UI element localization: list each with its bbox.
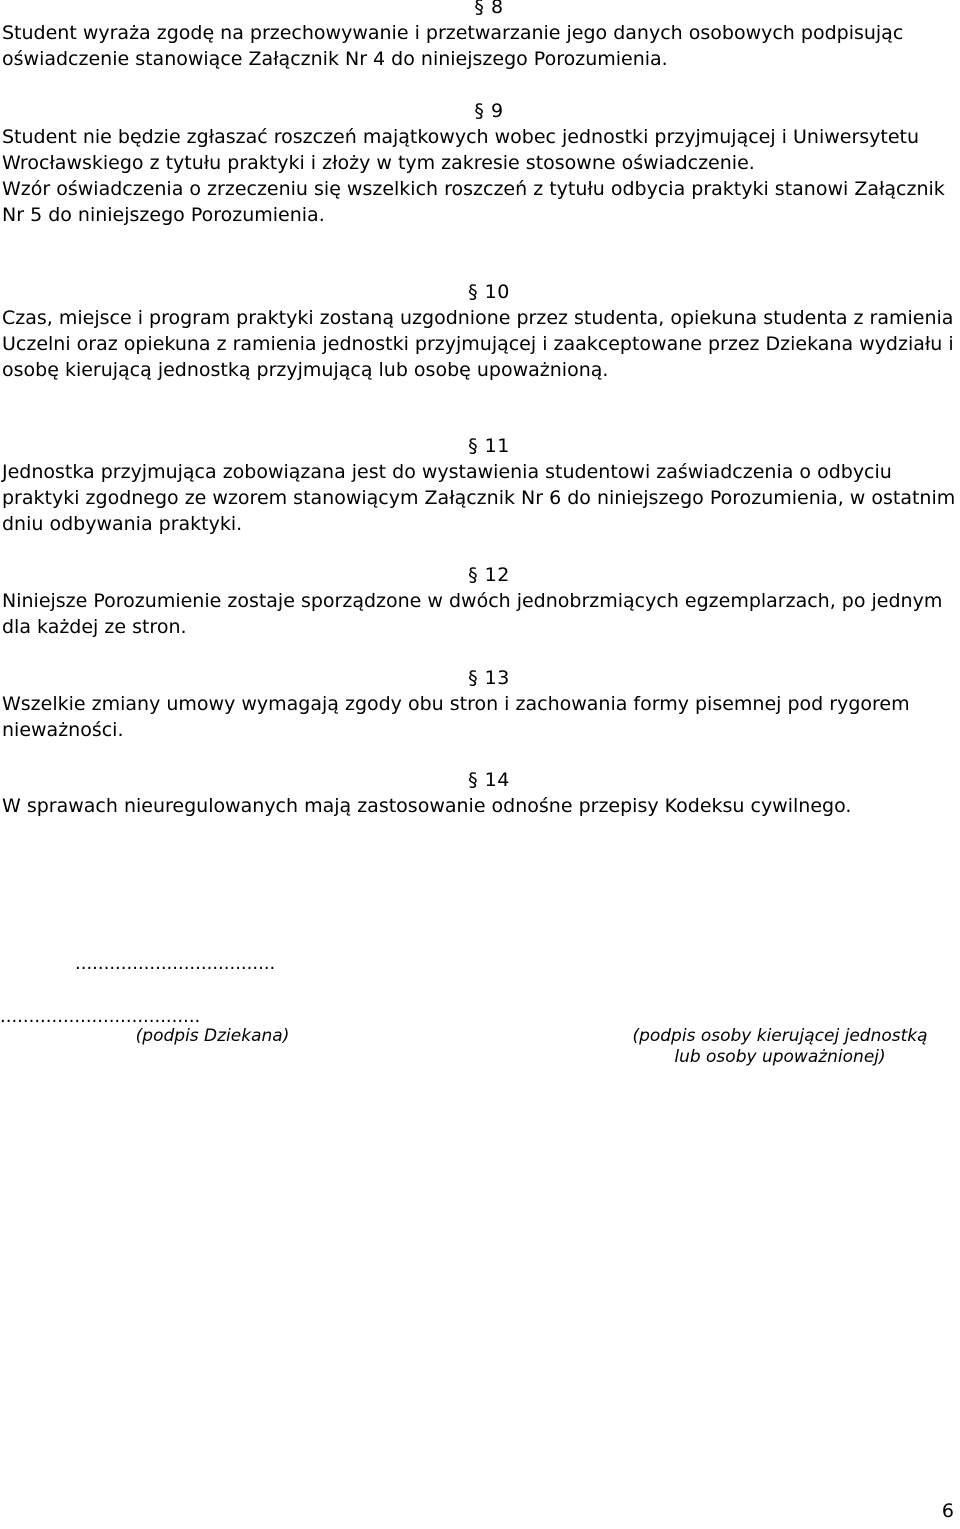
- section-8: [2, 0, 956, 72]
- section-heading: § 13: [468, 667, 510, 689]
- host-caption-line2: lub osoby upoważnionej): [674, 1047, 886, 1067]
- section-11: [2, 433, 956, 537]
- page-number: 6: [941, 1500, 954, 1522]
- section-body: [2, 305, 956, 383]
- dean-signature-caption: [120, 1026, 305, 1047]
- section-14: [2, 767, 956, 819]
- paragraph: Student wyraża zgodę na przechowywanie i przetwarzanie jego danych osobowych podpisując oświadczenie stanowiące Załącznik Nr 4 do niniejszego Porozumienia.: [2, 22, 904, 70]
- section-heading: § 11: [468, 435, 510, 457]
- section-12: [2, 562, 956, 640]
- section-10: [2, 279, 956, 383]
- section-body: [2, 20, 956, 72]
- section-heading: § 10: [468, 281, 510, 303]
- section-heading: § 9: [474, 100, 504, 122]
- paragraph: Jednostka przyjmująca zobowiązana jest do wystawienia studentowi zaświadczenia o odbyciu praktyki zgodnego ze wzorem stanowiącym Załącznik Nr 6 do niniejszego Porozumienia, w ostatnim dniu odbywania praktyki.: [2, 461, 956, 535]
- dean-caption-text: (podpis Dziekana): [135, 1026, 290, 1046]
- signature-dots-right: ...................................: [75, 953, 276, 974]
- section-heading: § 8: [474, 0, 504, 18]
- host-signature-caption: [600, 1026, 960, 1068]
- paragraph: Niniejsze Porozumienie zostaje sporządzone w dwóch jednobrzmiących egzemplarzach, po jednym dla każdej ze stron.: [2, 590, 943, 638]
- section-body: [2, 459, 956, 537]
- host-caption-line1: (podpis osoby kierującej jednostką: [632, 1026, 928, 1046]
- section-body: [2, 793, 956, 819]
- section-9: [2, 98, 956, 228]
- section-heading: § 12: [468, 564, 510, 586]
- section-body: [2, 124, 956, 228]
- section-heading: § 14: [468, 769, 510, 791]
- paragraph: Czas, miejsce i program praktyki zostaną uzgodnione przez studenta, opiekuna studenta z ramienia Uczelni oraz opiekuna z ramienia jednostki przyjmującej i zaakceptowane przez Dziekana wydziału i osobę kierującą jednostką przyjmującą lub osobę upoważnioną.: [2, 307, 954, 381]
- paragraph: Wzór oświadczenia o zrzeczeniu się wszelkich roszczeń z tytułu odbycia praktyki stanowi Załącznik Nr 5 do niniejszego Porozumienia.: [2, 178, 945, 226]
- section-13: [2, 665, 956, 743]
- paragraph: Student nie będzie zgłaszać roszczeń majątkowych wobec jednostki przyjmującej i Uniwersytetu Wrocławskiego z tytułu praktyki i złoży w tym zakresie stosowne oświadczenie.: [2, 126, 920, 174]
- paragraph: Wszelkie zmiany umowy wymagają zgody obu stron i zachowania formy pisemnej pod rygorem nieważności.: [2, 693, 910, 741]
- section-body: [2, 588, 956, 640]
- section-body: [2, 691, 956, 743]
- paragraph: W sprawach nieuregulowanych mają zastosowanie odnośne przepisy Kodeksu cywilnego.: [2, 795, 852, 817]
- signature-dots-left: ...................................: [0, 1006, 201, 1027]
